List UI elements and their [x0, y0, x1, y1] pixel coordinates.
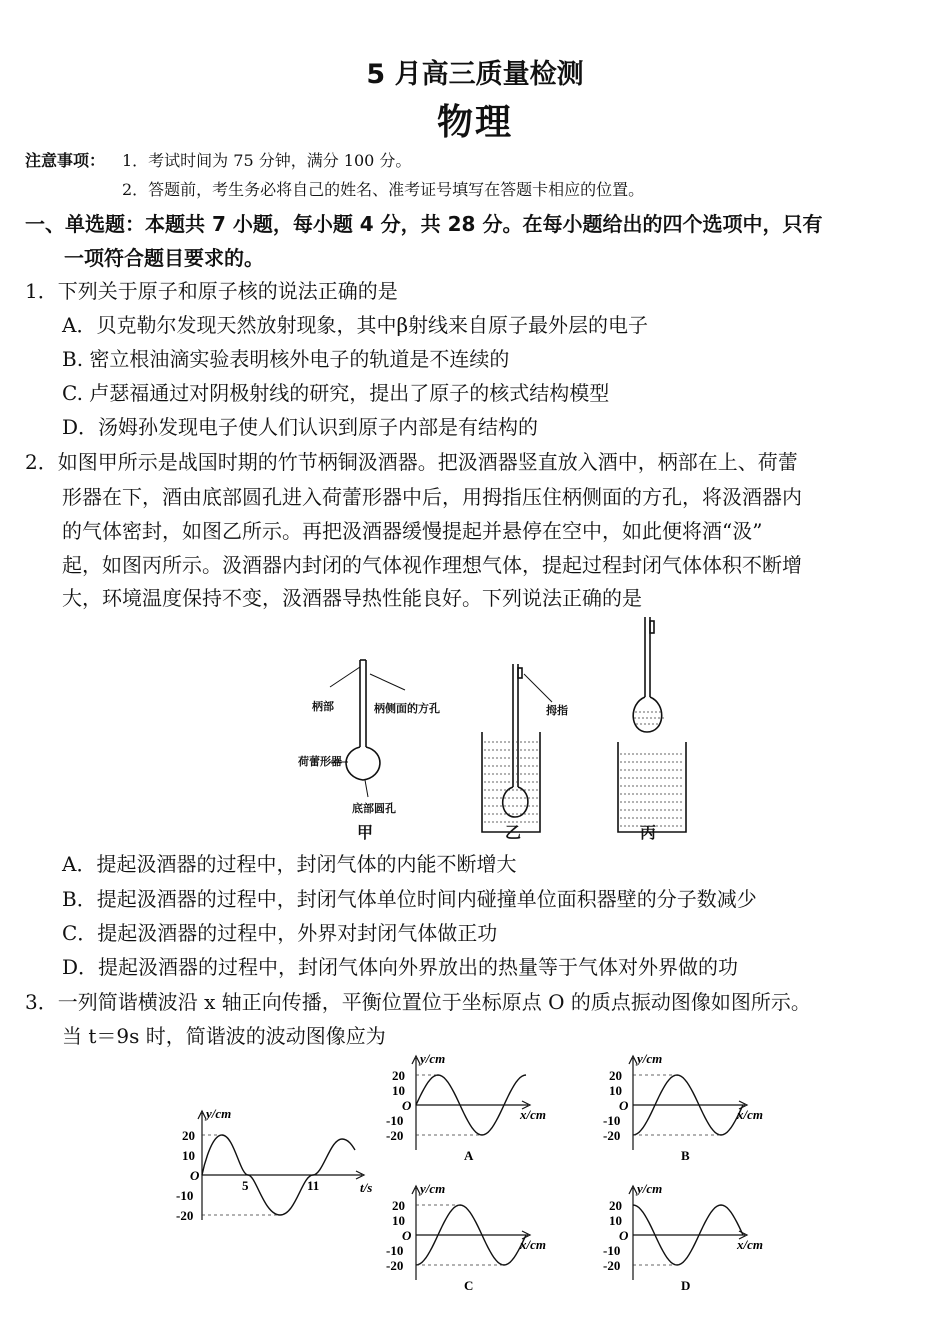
- subject-title: 物理: [436, 102, 513, 143]
- wave-graph-d: [595, 1180, 785, 1295]
- wave-tick-neg20: -20: [603, 1128, 621, 1143]
- wave-origin: O: [619, 1098, 629, 1113]
- wave-xlabel: x/cm: [520, 1107, 546, 1122]
- q2-figure: [290, 612, 690, 842]
- label-bottom-hole: 底部圆孔: [352, 802, 396, 815]
- q2-line-2: 形器在下，酒由底部圆孔进入荷蕾形器中后，用拇指压住柄侧面的方孔，将汲酒器内: [62, 485, 802, 509]
- wave-tick-20: 20: [609, 1068, 622, 1083]
- wave-tick-20: 20: [392, 1068, 405, 1083]
- wave-ylabel: y/cm: [420, 1051, 446, 1066]
- wave-tick-neg20: -20: [603, 1258, 621, 1273]
- vib-ylabel: y/cm: [206, 1106, 232, 1121]
- label-lotus: 荷蕾形器: [298, 755, 342, 768]
- wave-tick-neg10: -10: [386, 1113, 404, 1128]
- wave-label: B: [681, 1148, 690, 1163]
- wave-ylabel: y/cm: [637, 1181, 663, 1196]
- wave-ylabel: y/cm: [420, 1181, 446, 1196]
- wave-tick-neg10: -10: [603, 1113, 621, 1128]
- section-heading-2: 一项符合题目要求的。: [64, 246, 264, 270]
- wave-origin: O: [402, 1098, 412, 1113]
- label-handle: 柄部: [312, 700, 334, 713]
- notes-label: 注意事项：: [25, 151, 106, 170]
- q2-line-4: 起，如图丙所示。汲酒器内封闭的气体视作理想气体，提起过程封闭气体体积不断增: [62, 553, 802, 577]
- note-item-2: 2．答题前，考生务必将自己的姓名、准考证号填写在答题卡相应的位置。: [122, 180, 645, 199]
- wave-tick-10: 10: [392, 1213, 405, 1228]
- wave-tick-10: 10: [392, 1083, 405, 1098]
- exam-title: 5 月高三质量检测: [366, 59, 584, 90]
- q2-option-c: C．提起汲酒器的过程中，外界对封闭气体做正功: [62, 921, 498, 945]
- q3-line-2: 当 t＝9s 时，简谐波的波动图像应为: [62, 1024, 386, 1048]
- wave-label: D: [681, 1278, 691, 1293]
- wave-tick-10: 10: [609, 1213, 622, 1228]
- vib-tick-20: 20: [182, 1128, 195, 1143]
- wave-xlabel: x/cm: [737, 1237, 763, 1252]
- vessel-bing: [618, 617, 686, 832]
- wave-graph-b: [595, 1050, 785, 1165]
- q1-stem: 1．下列关于原子和原子核的说法正确的是: [25, 279, 398, 303]
- wave-tick-10: 10: [609, 1083, 622, 1098]
- wave-label: C: [464, 1278, 474, 1293]
- q3-line-1: 3．一列简谐横波沿 x 轴正向传播，平衡位置位于坐标原点 O 的质点振动图像如图所示。: [25, 990, 811, 1014]
- section-heading: 一、单选题：本题共 7 小题，每小题 4 分，共 28 分。在每小题给出的四个选项中，只有: [25, 212, 823, 236]
- caption-jia: 甲: [357, 823, 374, 842]
- q1-option-b: B. 密立根油滴实验表明核外电子的轨道是不连续的: [62, 347, 510, 371]
- q1-option-c: C. 卢瑟福通过对阴极射线的研究，提出了原子的核式结构模型: [62, 381, 610, 405]
- wave-graph-c: [378, 1180, 568, 1295]
- note-item-1: 1．考试时间为 75 分钟，满分 100 分。: [122, 151, 412, 170]
- wave-tick-neg20: -20: [386, 1128, 404, 1143]
- wave-tick-20: 20: [392, 1198, 405, 1213]
- vibration-graph: [170, 1105, 380, 1230]
- q2-option-d: D．提起汲酒器的过程中，封闭气体向外界放出的热量等于气体对外界做的功: [62, 955, 739, 979]
- wave-xlabel: x/cm: [520, 1237, 546, 1252]
- wave-tick-neg20: -20: [386, 1258, 404, 1273]
- caption-yi: 乙: [505, 823, 522, 842]
- vib-tick-t5: 5: [242, 1178, 249, 1193]
- wave-label: A: [464, 1148, 474, 1163]
- q1-option-d: D．汤姆孙发现电子使人们认识到原子内部是有结构的: [62, 415, 539, 439]
- wave-xlabel: x/cm: [737, 1107, 763, 1122]
- wave-origin: O: [402, 1228, 412, 1243]
- q2-line-5: 大，环境温度保持不变，汲酒器导热性能良好。下列说法正确的是: [62, 586, 642, 610]
- wave-origin: O: [619, 1228, 629, 1243]
- vib-origin: O: [190, 1168, 200, 1183]
- wave-tick-20: 20: [609, 1198, 622, 1213]
- vib-tick-neg10: -10: [176, 1188, 194, 1203]
- vib-tick-t11: 11: [307, 1178, 320, 1193]
- wave-tick-neg10: -10: [603, 1243, 621, 1258]
- vessel-yi: [482, 664, 552, 832]
- q1-option-a: A．贝克勒尔发现天然放射现象，其中β射线来自原子最外层的电子: [62, 313, 649, 337]
- q2-line-3: 的气体密封，如图乙所示。再把汲酒器缓慢提起并悬停在空中，如此便将酒“汲”: [62, 519, 763, 543]
- wave-ylabel: y/cm: [637, 1051, 663, 1066]
- vib-xlabel: t/s: [360, 1180, 373, 1195]
- caption-bing: 丙: [640, 823, 657, 842]
- wave-graph-a: [378, 1050, 568, 1165]
- q2-option-b: B．提起汲酒器的过程中，封闭气体单位时间内碰撞单位面积器壁的分子数减少: [62, 887, 757, 911]
- q2-option-a: A．提起汲酒器的过程中，封闭气体的内能不断增大: [62, 852, 517, 876]
- label-side-hole: 柄侧面的方孔: [374, 702, 440, 715]
- q2-line-1: 2．如图甲所示是战国时期的竹节柄铜汲酒器。把汲酒器竖直放入酒中，柄部在上、荷蕾: [25, 450, 798, 474]
- vib-tick-neg20: -20: [176, 1208, 194, 1223]
- vessel-jia: [330, 660, 405, 797]
- vib-tick-10: 10: [182, 1148, 195, 1163]
- wave-tick-neg10: -10: [386, 1243, 404, 1258]
- label-thumb: 拇指: [546, 704, 568, 717]
